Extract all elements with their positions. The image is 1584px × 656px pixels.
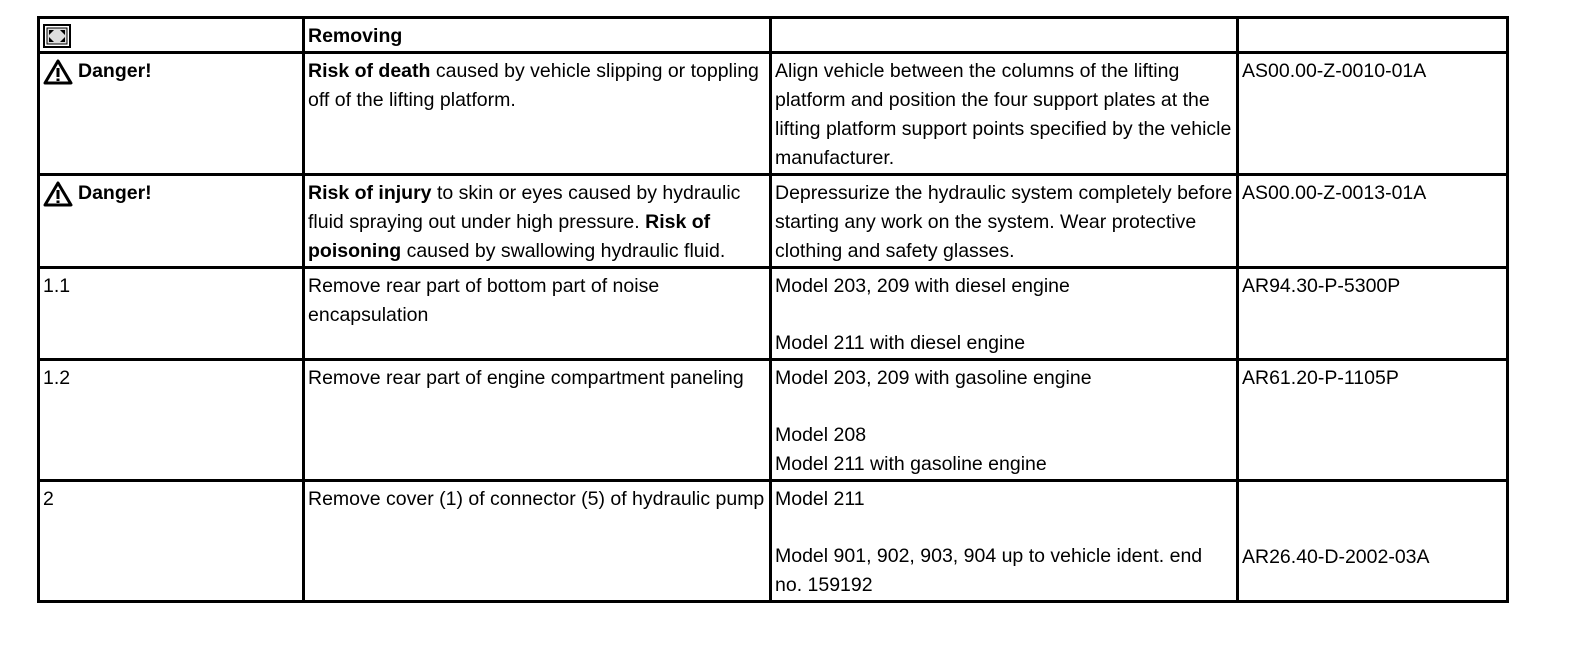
risk-description bbox=[304, 53, 771, 175]
risk-bold: Risk of injury bbox=[308, 182, 432, 204]
step-number: 1.2 bbox=[39, 360, 304, 481]
model-line: Model 203, 209 with diesel engine bbox=[775, 275, 1070, 297]
model-line: Model 203, 209 with gasoline engine bbox=[775, 367, 1092, 389]
reference-link[interactable]: AS00.00-Z-0013-01A bbox=[1238, 175, 1508, 268]
step-number: 1.1 bbox=[39, 268, 304, 360]
risk-description bbox=[304, 175, 771, 268]
model-line: Model 211 bbox=[775, 488, 865, 510]
step-action: Remove rear part of bottom part of noise encapsulation bbox=[304, 268, 771, 360]
danger-cell bbox=[39, 53, 304, 175]
reference-empty bbox=[1242, 485, 1504, 543]
model-line: Model 211 with gasoline engine bbox=[775, 453, 1047, 475]
table-row bbox=[39, 53, 1508, 175]
model-line: Model 901, 902, 903, 904 up to vehicle ident. end no. 159192 bbox=[775, 545, 1203, 596]
danger-label: Danger! bbox=[78, 182, 152, 204]
step-action: Remove rear part of engine compartment paneling bbox=[304, 360, 771, 481]
model-line: Model 211 with diesel engine bbox=[775, 332, 1026, 354]
danger-label: Danger! bbox=[78, 60, 152, 82]
risk-text: to skin or eyes caused by hydraulic fluid spraying out under high pressure. bbox=[308, 182, 741, 233]
warning-triangle-icon bbox=[43, 181, 73, 207]
instruction-text: Depressurize the hydraulic system completely before starting any work on the system. Wear protective clothing and safety glasses. bbox=[771, 175, 1238, 268]
danger-cell bbox=[39, 175, 304, 268]
warning-triangle-icon bbox=[43, 59, 73, 85]
header-icon-cell bbox=[39, 18, 304, 53]
risk-bold: Risk of poisoning bbox=[308, 211, 711, 262]
table-header-row bbox=[39, 18, 1508, 53]
reference-link[interactable]: AR94.30-P-5300P bbox=[1238, 268, 1508, 360]
procedure-table bbox=[37, 16, 1509, 603]
header-empty-cell bbox=[1238, 18, 1508, 53]
step-reference bbox=[1238, 481, 1508, 602]
model-line: Model 208 bbox=[775, 424, 867, 446]
section-heading: Removing bbox=[304, 18, 771, 53]
step-action: Remove cover (1) of connector (5) of hydraulic pump bbox=[304, 481, 771, 602]
instruction-text: Align vehicle between the columns of the lifting platform and position the four support plates at the lifting platform support points specified by the vehicle manufacturer. bbox=[771, 53, 1238, 175]
step-number: 2 bbox=[39, 481, 304, 602]
step-models bbox=[771, 268, 1238, 360]
reference-link[interactable]: AR61.20-P-1105P bbox=[1238, 360, 1508, 481]
step-models bbox=[771, 360, 1238, 481]
risk-text: caused by vehicle slipping or toppling off of the lifting platform. bbox=[308, 60, 759, 111]
table-row bbox=[39, 481, 1508, 602]
table-row bbox=[39, 175, 1508, 268]
risk-bold: Risk of death bbox=[308, 60, 431, 82]
risk-text: caused by swallowing hydraulic fluid. bbox=[401, 240, 726, 262]
step-models bbox=[771, 481, 1238, 602]
reference-link[interactable]: AS00.00-Z-0010-01A bbox=[1238, 53, 1508, 175]
expand-image-icon[interactable] bbox=[43, 24, 71, 48]
header-empty-cell bbox=[771, 18, 1238, 53]
table-row bbox=[39, 268, 1508, 360]
reference-link[interactable]: AR26.40-D-2002-03A bbox=[1242, 546, 1430, 568]
table-row bbox=[39, 360, 1508, 481]
